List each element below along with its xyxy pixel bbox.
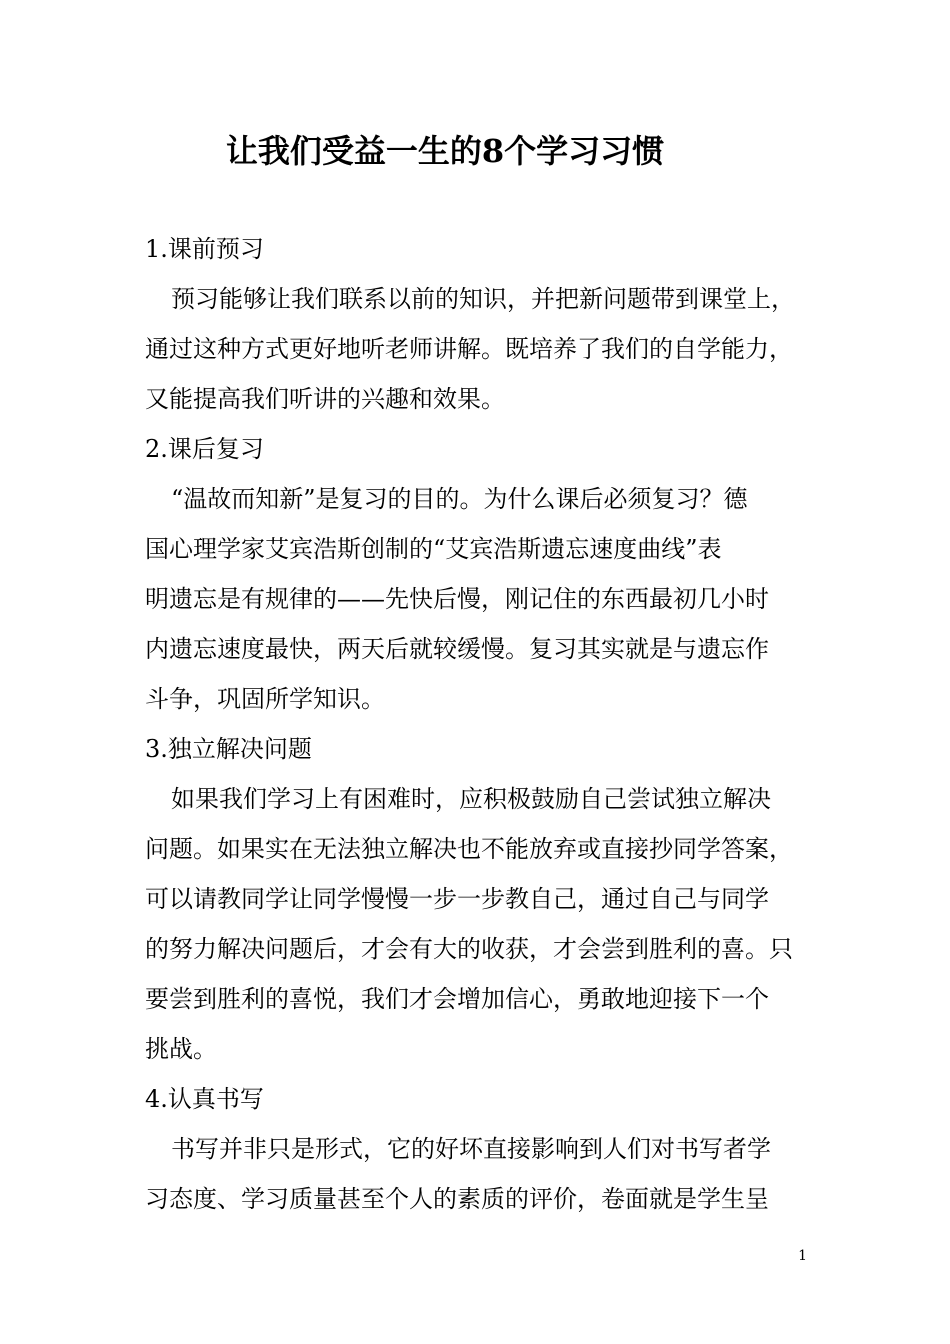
document-body [145,224,825,1224]
paragraph-line: 明遗忘是有规律的——先快后慢，刚记住的东西最初几小时 [145,585,769,613]
paragraph-line: 如果我们学习上有困难时，应积极鼓励自己尝试独立解决 [171,785,771,813]
paragraph-line: 要尝到胜利的喜悦，我们才会增加信心，勇敢地迎接下一个 [145,985,769,1013]
paragraph-line: 问题。如果实在无法独立解决也不能放弃或直接抄同学答案， [145,835,793,863]
paragraph-line: 通过这种方式更好地听老师讲解。既培养了我们的自学能力， [145,335,793,363]
paragraph-line: 挑战。 [145,1035,217,1063]
section-heading: 3.独立解决问题 [145,735,312,763]
paragraph-line: “温故而知新”是复习的目的。为什么课后必须复习？德 [171,485,748,513]
paragraph-line: 书写并非只是形式，它的好坏直接影响到人们对书写者学 [171,1135,771,1163]
paragraph-line: 国心理学家艾宾浩斯创制的“艾宾浩斯遗忘速度曲线”表 [145,535,722,563]
paragraph-line: 习态度、学习质量甚至个人的素质的评价，卷面就是学生呈 [145,1185,769,1213]
page-number: 1 [798,1248,807,1264]
paragraph-line: 又能提高我们听讲的兴趣和效果。 [145,385,505,413]
section-heading: 2.课后复习 [145,435,264,463]
section-heading: 1.课前预习 [145,235,264,263]
paragraph-line: 预习能够让我们联系以前的知识，并把新问题带到课堂上， [171,285,795,313]
paragraph-line: 可以请教同学让同学慢慢一步一步教自己，通过自己与同学 [145,885,769,913]
paragraph-line: 内遗忘速度最快，两天后就较缓慢。复习其实就是与遗忘作 [145,635,769,663]
paragraph-line: 的努力解决问题后，才会有大的收获，才会尝到胜利的喜。只 [145,935,793,963]
section-heading: 4.认真书写 [145,1085,264,1113]
paragraph-line: 斗争，巩固所学知识。 [145,685,385,713]
document-title: 让我们受益一生的8个学习习惯 [225,132,665,170]
